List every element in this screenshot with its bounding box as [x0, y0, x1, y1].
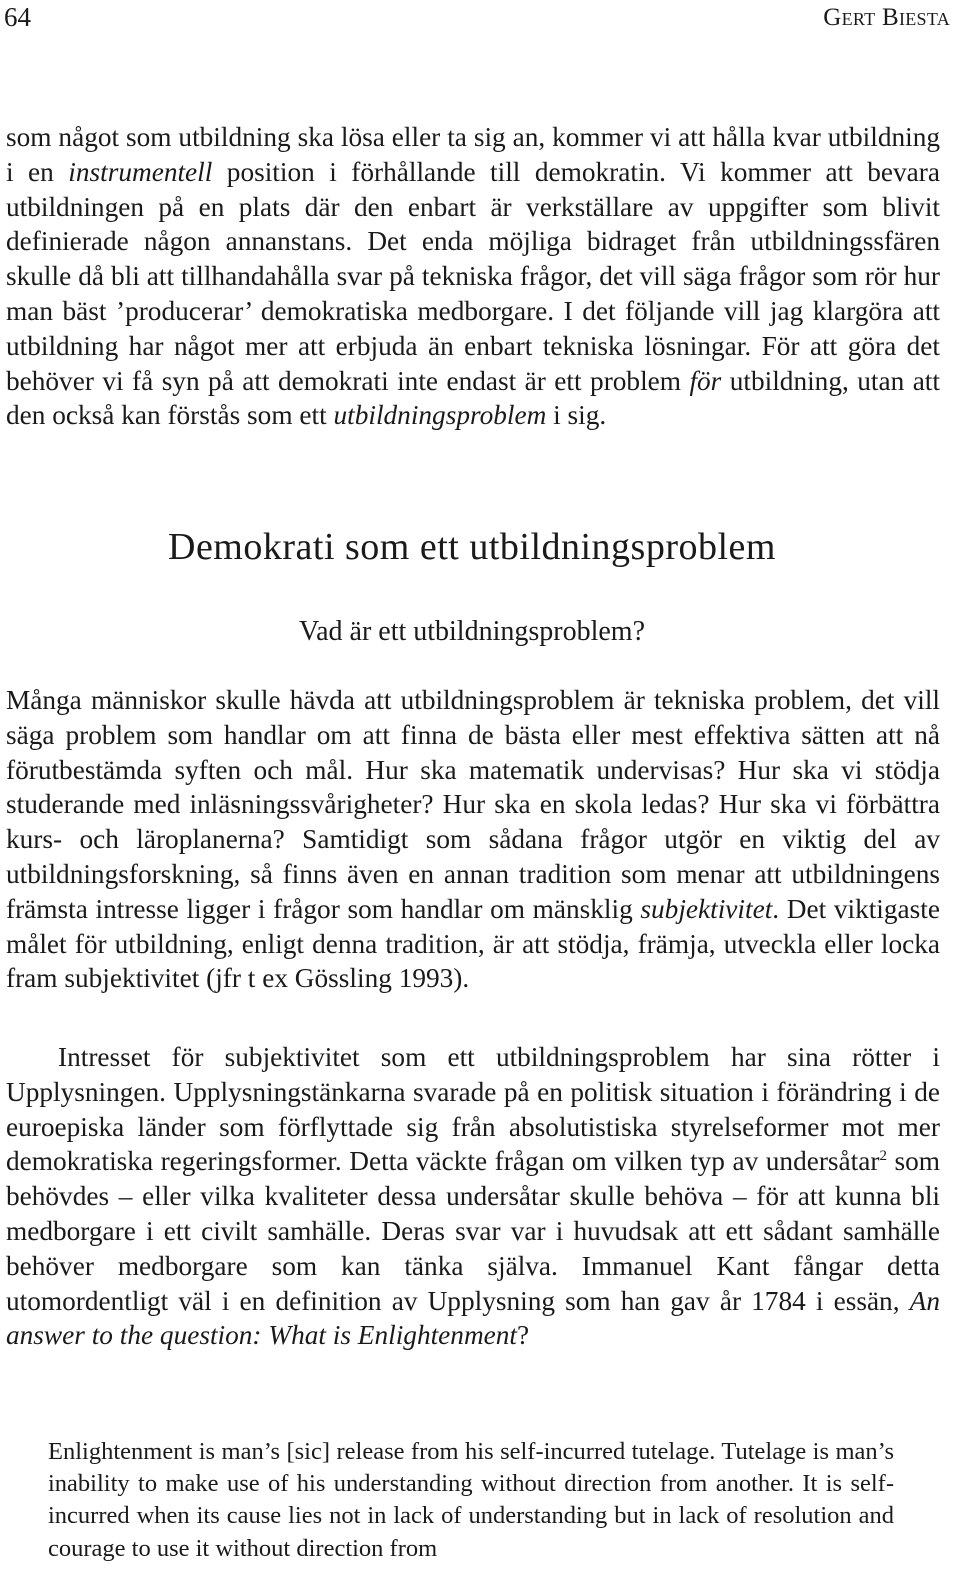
text-run: Intresset för subjektivitet som ett utbildningsproblem har sina rötter i Upplysningen. Upplysningstänkarna svarade på en politisk situation i förändring i de euroepiska länder som förflyttade sig från absolutistiska styrelseformer mot mer demokratiska regeringsformer. Detta väckte frågan om vilken typ av undersåtar — [6, 1042, 940, 1177]
text-run: ? — [517, 1320, 530, 1351]
page-header — [0, 0, 960, 40]
section-heading: Demokrati som ett utbildningsproblem — [168, 526, 776, 568]
running-title: Gert Biesta — [823, 4, 950, 31]
page-number: 64 — [4, 2, 31, 32]
text-run: i sig. — [546, 400, 607, 431]
subsection-heading — [0, 616, 944, 648]
text-run: position i förhållande till demokratin. Vi kommer att bevara utbildningen på en plats där den enbart är verkställare av uppgifter som blivit definierade någon annanstans. Det enda möjliga bidraget från utbildningssfären skulle då bli att tillhandahålla svar på tekniska frågor, det vill säga frågor som rör hur man bäst ’producerar’ demokratiska medborgare. I det följande vill jag klargöra att utbildning har något mer att erbjuda än enbart tekniska lösningar. För att göra det behöver vi få syn på att demokrati inte endast är ett problem — [6, 156, 940, 396]
italic-term: för — [689, 365, 722, 396]
block-quote: Enlightenment is man’s [sic] release from his self-incurred tutelage. Tutelage is man’s inability to make use of his understanding without direction from another. It is self-incurred when its cause lies not in lack of understanding but in lack of resolution and courage to use it without direction from — [48, 1438, 894, 1562]
paragraph-technical-problems — [6, 683, 940, 996]
text-run: utbildning, utan att den också kan förstås som ett — [6, 365, 940, 431]
text-run: . Det viktigaste målet för utbildning, enligt denna tradition, är att stödja, främja, utveckla eller locka fram subjektivitet (jfr t ex Gössling 1993). — [6, 893, 940, 994]
paragraph-intro — [6, 120, 940, 433]
italic-term: subjektivitet — [640, 893, 773, 924]
italic-title: An answer to the question: What is Enlightenment — [6, 1285, 940, 1351]
italic-term: instrumentell — [68, 156, 213, 187]
footnote-marker: 2 — [879, 1148, 887, 1165]
italic-term: utbildningsproblem — [333, 400, 547, 431]
text-run: som något som utbildning ska lösa eller ta sig an, kommer vi att hålla kvar utbildning i en — [6, 122, 940, 187]
text-run: som behövdes – eller vilka kvaliteter dessa undersåtar skulle behöva – för att kunna bli medborgare i ett civilt samhälle. Deras svar var i huvudsak att ett sådant samhälle behöver medborgare som kan tänka själva. Immanuel Kant fångar detta utomordentligt väl i en definition av Upplysning som han gav år 1784 i essän, — [6, 1146, 941, 1316]
paragraph-enlightenment — [6, 1040, 940, 1353]
text-run: Många människor skulle hävda att utbildningsproblem är tekniska problem, det vill säga problem som handlar om att finna de bästa eller mest effektiva sätten att nå förutbestämda syften och mål. Hur ska matematik undervisas? Hur ska vi stödja studerande med inläsningssvårigheter? Hur ska en skola ledas? Hur ska vi förbättra kurs- och läroplanerna? Samtidigt som sådana frågor utgör en viktig del av utbildningsforskning, så finns även en annan tradition som menar att utbildningens främsta intresse ligger i frågor som handlar om mänsklig — [6, 685, 940, 924]
subsection-heading-text: Vad är ett utbildningsproblem? — [298, 616, 646, 647]
